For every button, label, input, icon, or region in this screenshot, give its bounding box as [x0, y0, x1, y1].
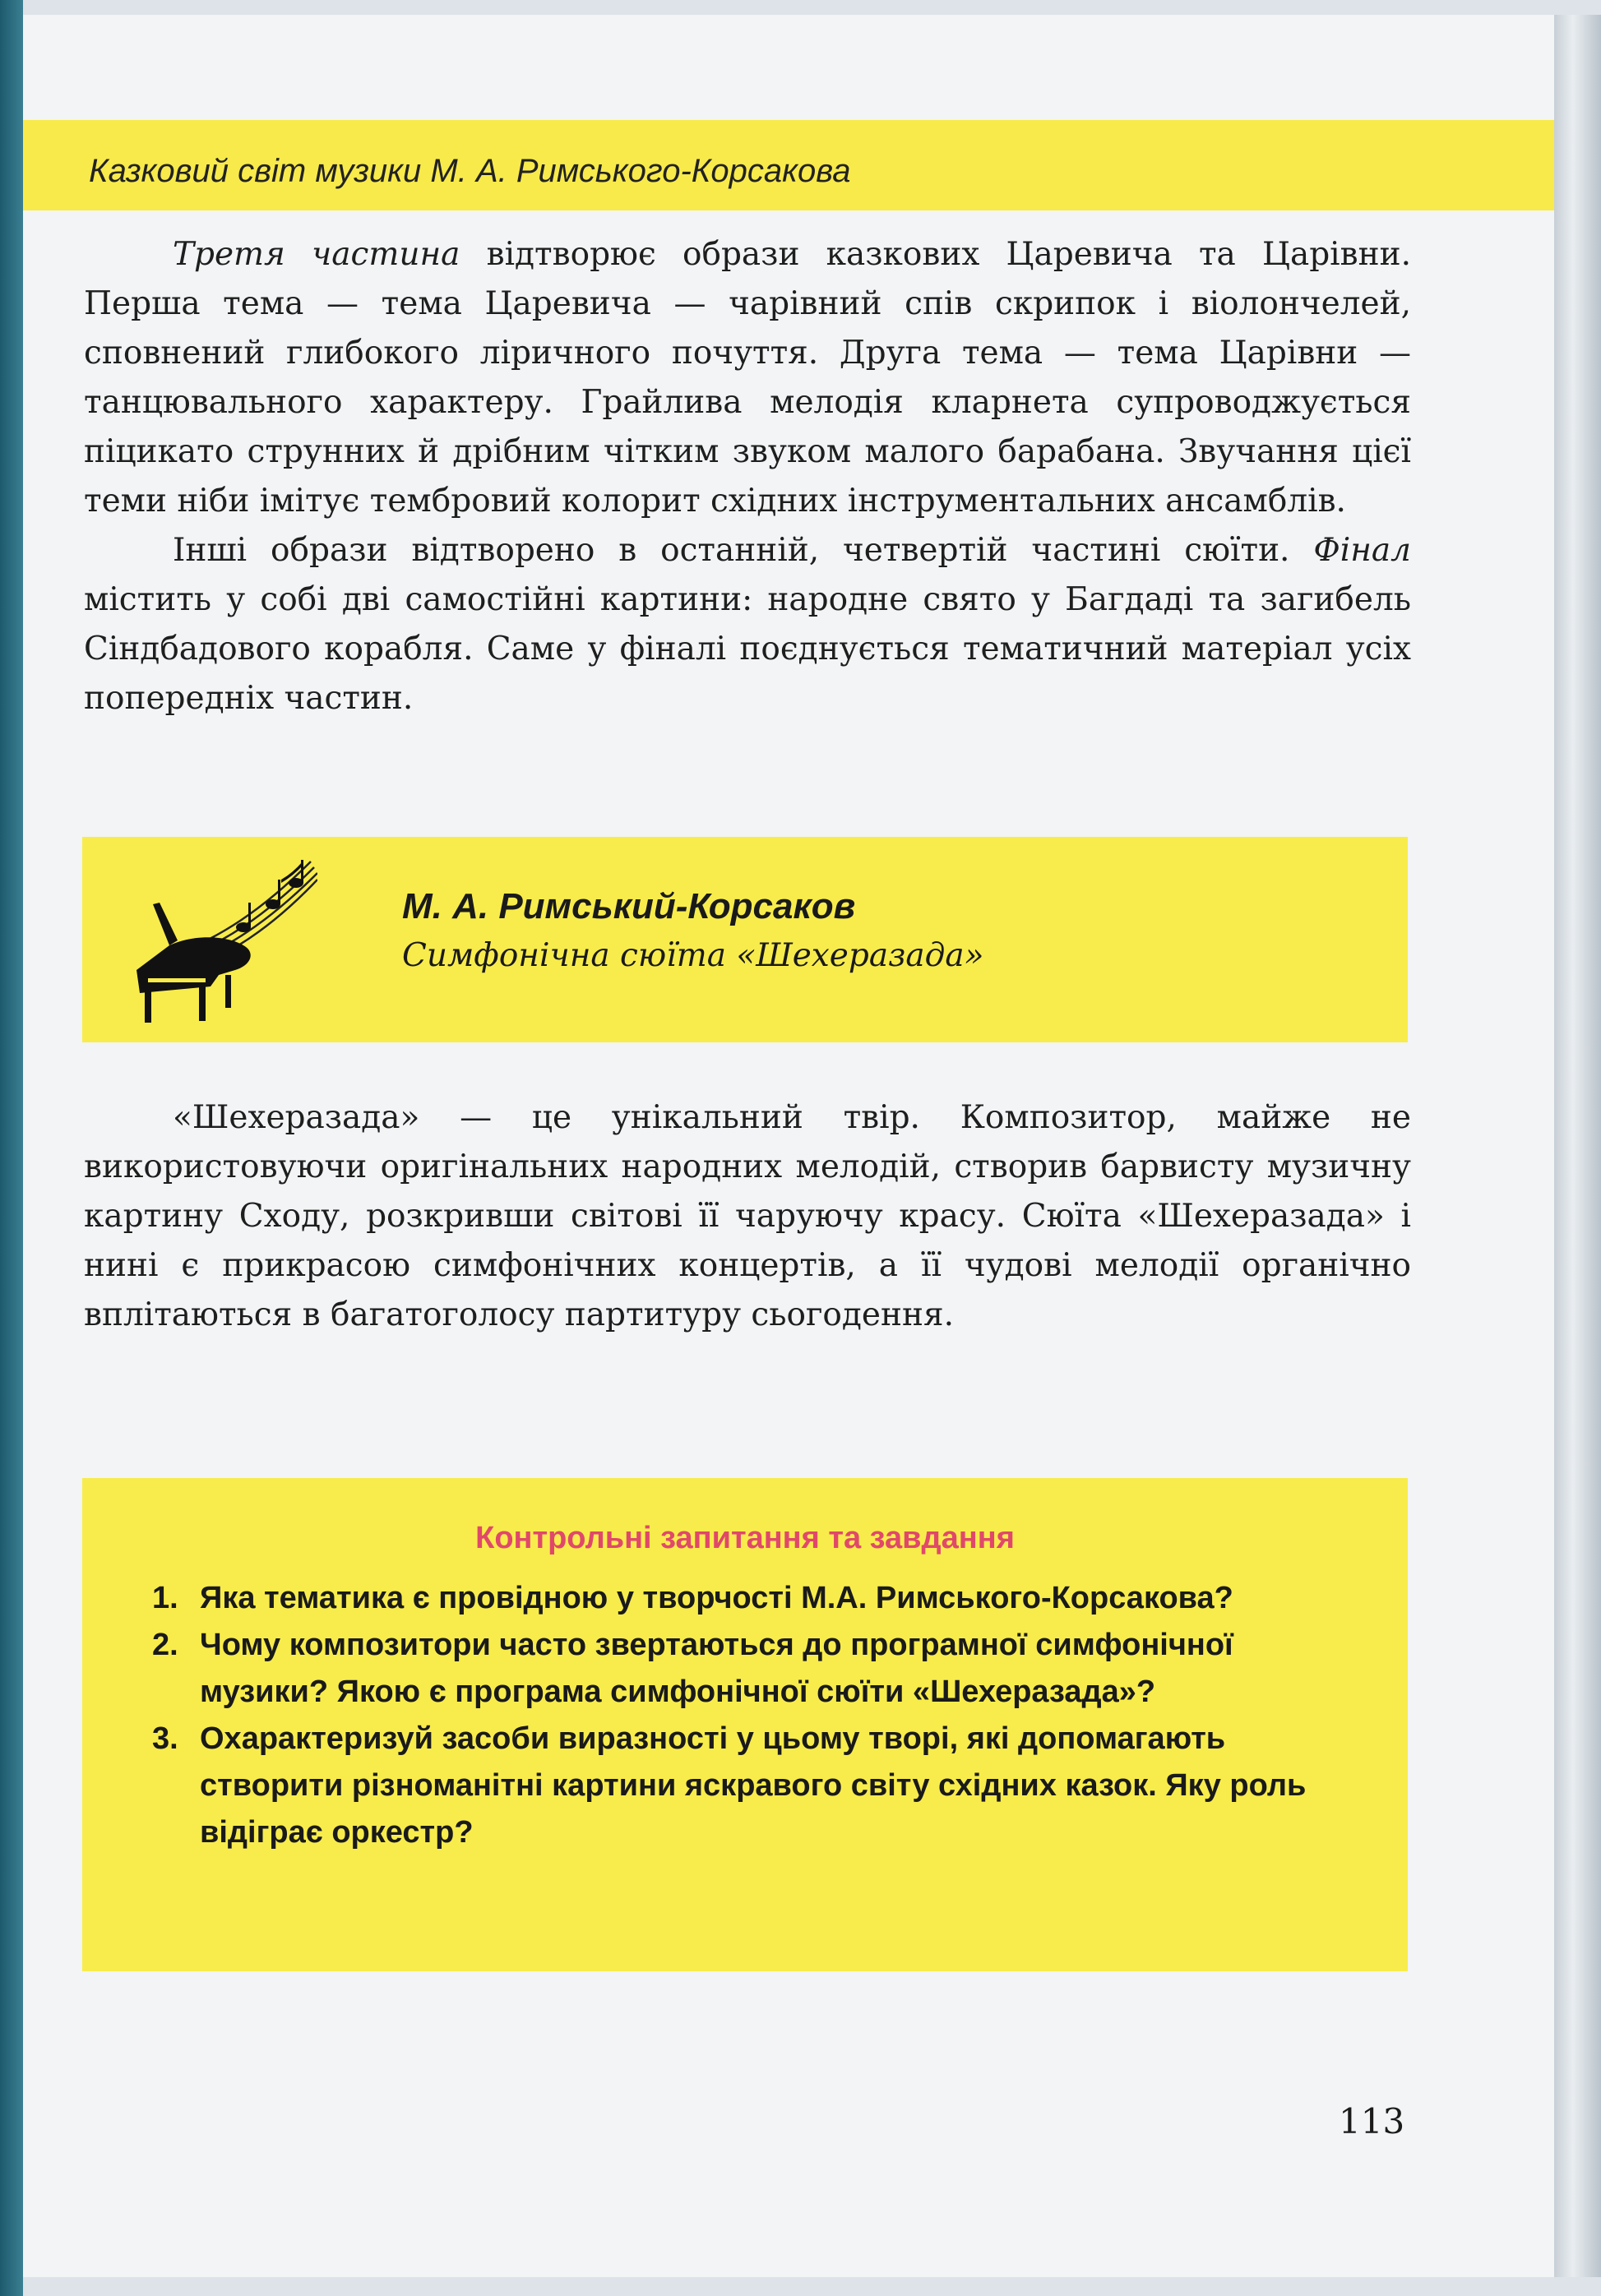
body-text-top — [84, 230, 1411, 723]
question-number: 2. — [152, 1628, 178, 1662]
book-spine — [0, 0, 23, 2296]
question-text: Яка тематика є провідною у творчості М.А. Римського-Корсакова? — [200, 1581, 1233, 1615]
paragraph-rest: відтворює образи казкових Царевича та Царівни. Перша тема — тема Царевича — чарівний спів скрипок і віолончелей, сповнений глибокого ліричного почуття. Друга тема — тема Царівни — танцювального характеру. Грайлива мелодія кларнета супроводжується піцикато струнних й дрібним чітким звуком малого барабана. Звучання цієї теми ніби імітує тембровий колорит східних інструментальних ансамблів. — [84, 236, 1411, 520]
composer-name: М. А. Римський-Корсаков — [402, 886, 856, 926]
questions-box — [82, 1478, 1408, 1971]
piano-music-icon — [120, 855, 317, 1028]
paragraph-lead: Інші образи відтворено в останній, четвертій частині сюїти. — [173, 532, 1290, 569]
listening-box — [82, 837, 1408, 1042]
paragraph-scheherazade: «Шехеразада» — це унікальний твір. Композитор, майже не використовуючи оригінальних народних мелодій, створив барвисту музичну картину Сходу, розкривши світові її чаруючу красу. Сюїта «Шехеразада» і нині є прикрасою симфонічних концертів, а її чудові мелодії органічно вплітаються в багатоголосу партитуру сьогодення. — [84, 1099, 1411, 1333]
running-header-title: Казковий світ музики М. А. Римського-Корсакова — [89, 153, 851, 189]
paragraph-lead-italic: Третя частина — [173, 236, 460, 273]
paragraph-rest: містить у собі дві самостійні картини: народне свято у Багдаді та загибель Сіндбадового корабля. Саме у фіналі поєднується тематичний матеріал усіх попередніх частин. — [84, 581, 1411, 717]
questions-heading: Контрольні запитання та завдання — [475, 1521, 1015, 1555]
work-title: Симфонічна сюїта «Шехеразада» — [402, 937, 984, 974]
paragraph-lead-italic: Фінал — [1313, 532, 1411, 569]
questions-list — [152, 1575, 1336, 1856]
textbook-page — [23, 15, 1554, 2277]
page-number: 113 — [1339, 2101, 1405, 2141]
question-number: 3. — [152, 1721, 178, 1756]
question-item — [152, 1575, 1336, 1622]
question-text: Чому композитори часто звертаються до програмної симфонічної музики? Якою є програма симфонічної сюїти «Шехеразада»? — [200, 1628, 1233, 1709]
question-item — [152, 1716, 1336, 1856]
paragraph-finale — [84, 526, 1411, 723]
question-item — [152, 1622, 1336, 1716]
page-edge — [1554, 15, 1601, 2277]
question-text: Охарактеризуй засоби виразності у цьому творі, які допомагають створити різноманітні картини яскравого світу східних казок. Яку роль відіграє оркестр? — [200, 1721, 1307, 1850]
paragraph-third-part — [84, 230, 1411, 526]
question-number: 1. — [152, 1581, 178, 1615]
running-header — [23, 120, 1554, 210]
body-text-bottom — [84, 1093, 1411, 1340]
